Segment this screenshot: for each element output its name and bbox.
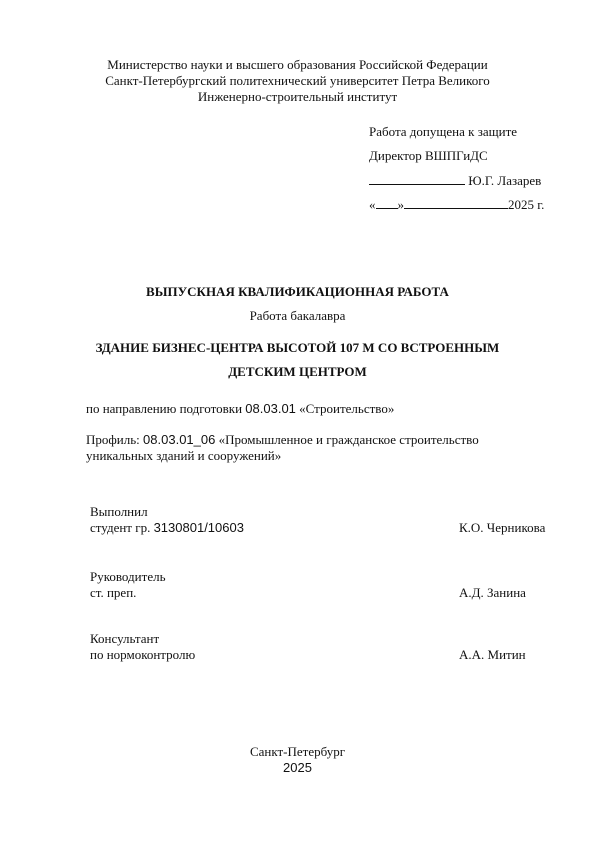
date-quote-close: » xyxy=(397,197,404,212)
profile-code: 08.03.01_06 xyxy=(143,432,216,447)
supervisor-role: Руководитель xyxy=(90,569,166,584)
date-quote-open: « xyxy=(369,197,376,212)
consultant-title: по нормоконтролю xyxy=(90,647,196,662)
footer-year: 2025 xyxy=(283,760,312,775)
signature-blank xyxy=(369,172,465,185)
profile-line-1 xyxy=(86,432,479,448)
work-subtype: Работа бакалавра xyxy=(249,308,346,323)
institute-line: Инженерно-строительный институт xyxy=(197,89,398,104)
profile-name-part1: «Промышленное и гражданское строительство xyxy=(215,432,479,447)
day-blank xyxy=(376,196,398,209)
profile-line-2: уникальных зданий и сооружений» xyxy=(86,448,282,463)
direction-code: 08.03.01 xyxy=(245,401,296,416)
direction-prefix: по направлению подготовки xyxy=(86,401,246,416)
topic-line-1: ЗДАНИЕ БИЗНЕС-ЦЕНТРА ВЫСОТОЙ 107 М СО ВСТРОЕННЫМ xyxy=(95,340,500,355)
month-blank xyxy=(404,196,508,209)
work-type-heading: ВЫПУСКНАЯ КВАЛИФИКАЦИОННАЯ РАБОТА xyxy=(146,284,449,299)
direction-name: «Строительство» xyxy=(295,401,395,416)
profile-prefix: Профиль: xyxy=(86,432,144,447)
approval-signer: Ю.Г. Лазарев xyxy=(468,173,542,188)
ministry-line: Министерство науки и высшего образования Российской Федерации xyxy=(107,57,488,72)
student-name: К.О. Черникова xyxy=(459,520,546,535)
approval-year: 2025 г. xyxy=(508,197,545,212)
approval-signature-line xyxy=(369,172,541,189)
supervisor-title: ст. преп. xyxy=(90,585,137,600)
consultant-role: Консультант xyxy=(90,631,160,646)
footer-city: Санкт-Петербург xyxy=(249,744,346,759)
approval-director: Директор ВШПГиДС xyxy=(369,148,488,163)
student-group: 3130801/10603 xyxy=(153,520,244,535)
student-group-line xyxy=(90,520,244,536)
consultant-name: А.А. Митин xyxy=(459,647,526,662)
topic-line-2: ДЕТСКИМ ЦЕНТРОМ xyxy=(228,364,367,379)
approval-date-line xyxy=(369,196,544,213)
university-line: Санкт-Петербургский политехнический университет Петра Великого xyxy=(105,73,490,88)
approval-admitted: Работа допущена к защите xyxy=(369,124,518,139)
student-group-prefix: студент гр. xyxy=(90,520,154,535)
supervisor-name: А.Д. Занина xyxy=(459,585,526,600)
student-role: Выполнил xyxy=(90,504,148,519)
direction-line xyxy=(86,401,394,417)
